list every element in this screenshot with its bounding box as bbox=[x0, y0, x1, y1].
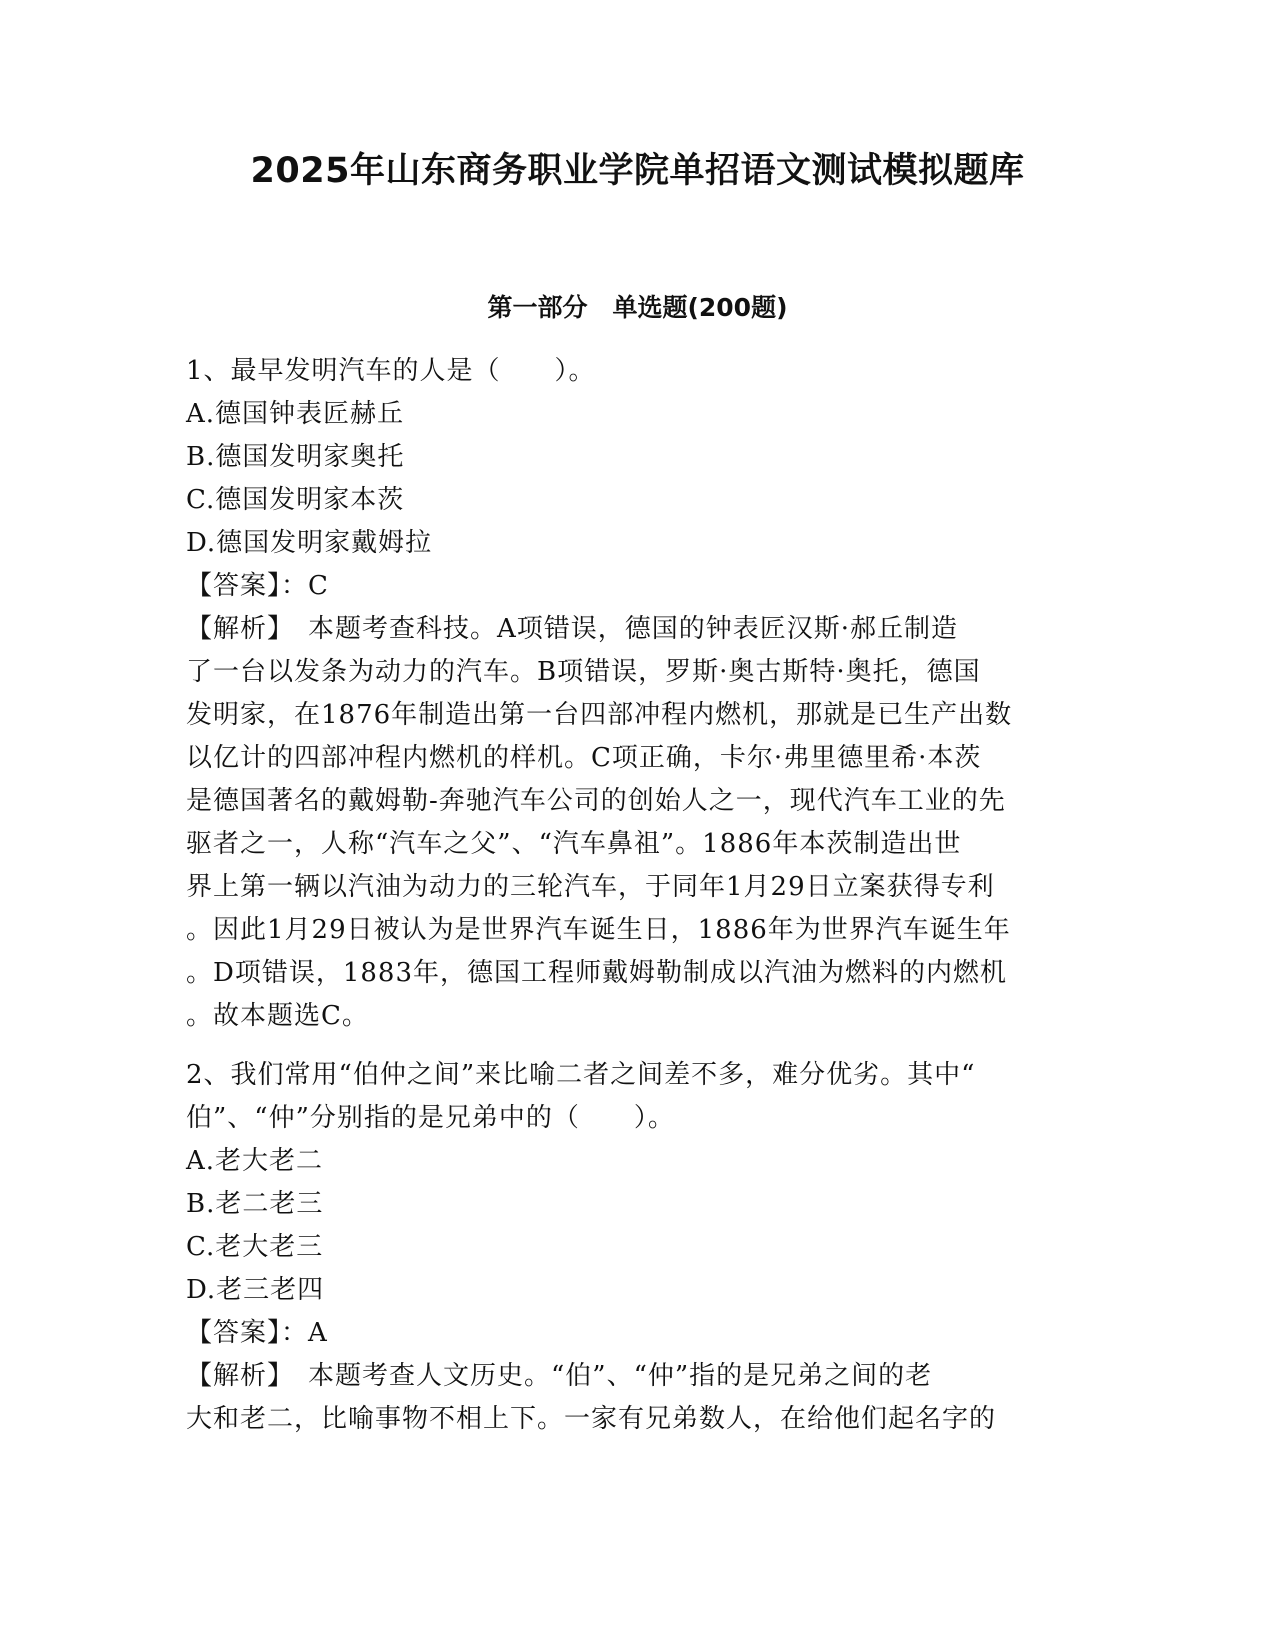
explanation-line: 了一台以发条为动力的汽车。B项错误，罗斯·奥古斯特·奥托，德国 bbox=[186, 657, 981, 687]
explanation-line: 【解析】 本题考查科技。A项错误，德国的钟表匠汉斯·郝丘制造 bbox=[186, 614, 959, 644]
section-title: 第一部分 单选题(200题) bbox=[487, 293, 788, 322]
answer: 【答案】：A bbox=[186, 1318, 328, 1348]
question-1 bbox=[186, 350, 1076, 1038]
option-d: D.老三老四 bbox=[186, 1275, 325, 1305]
option-c: C.德国发明家本茨 bbox=[186, 485, 405, 515]
option-b: B.老二老三 bbox=[186, 1189, 324, 1219]
option-b: B.德国发明家奥托 bbox=[186, 442, 405, 472]
option-a: A.老大老二 bbox=[186, 1146, 324, 1176]
question-spacer bbox=[186, 1038, 1076, 1054]
question-stem: 伯”、“仲”分别指的是兄弟中的（ ）。 bbox=[186, 1103, 675, 1133]
option-d: D.德国发明家戴姆拉 bbox=[186, 528, 433, 558]
explanation-line: 界上第一辆以汽油为动力的三轮汽车，于同年1月29日立案获得专利 bbox=[186, 872, 995, 902]
explanation-line: 大和老二，比喻事物不相上下。一家有兄弟数人，在给他们起名字的 bbox=[186, 1404, 997, 1434]
explanation-line: 。D项错误，1883年，德国工程师戴姆勒制成以汽油为燃料的内燃机 bbox=[186, 958, 1008, 988]
explanation-line: 。因此1月29日被认为是世界汽车诞生日，1886年为世界汽车诞生年 bbox=[186, 915, 1011, 945]
explanation-line: 【解析】 本题考查人文历史。“伯”、“仲”指的是兄弟之间的老 bbox=[186, 1361, 933, 1391]
question-stem: 2、我们常用“伯仲之间”来比喻二者之间差不多，难分优劣。其中“ bbox=[186, 1060, 976, 1090]
question-2 bbox=[186, 1054, 1076, 1441]
explanation-line: 。故本题选C。 bbox=[186, 1001, 369, 1031]
question-stem: 1、最早发明汽车的人是（ ）。 bbox=[186, 356, 596, 386]
explanation-line: 是德国著名的戴姆勒-奔驰汽车公司的创始人之一，现代汽车工业的先 bbox=[186, 786, 1006, 816]
option-a: A.德国钟表匠赫丘 bbox=[186, 399, 405, 429]
question-list bbox=[186, 350, 1076, 1441]
option-c: C.老大老三 bbox=[186, 1232, 324, 1262]
explanation-line: 以亿计的四部冲程内燃机的样机。C项正确，卡尔·弗里德里希·本茨 bbox=[186, 743, 982, 773]
explanation-line: 发明家，在1876年制造出第一台四部冲程内燃机，那就是已生产出数 bbox=[186, 700, 1013, 730]
document-title: 2025年山东商务职业学院单招语文测试模拟题库 bbox=[250, 151, 1025, 191]
explanation-line: 驱者之一，人称“汽车之父”、“汽车鼻祖”。1886年本茨制造出世 bbox=[186, 829, 962, 859]
answer: 【答案】：C bbox=[186, 571, 329, 601]
